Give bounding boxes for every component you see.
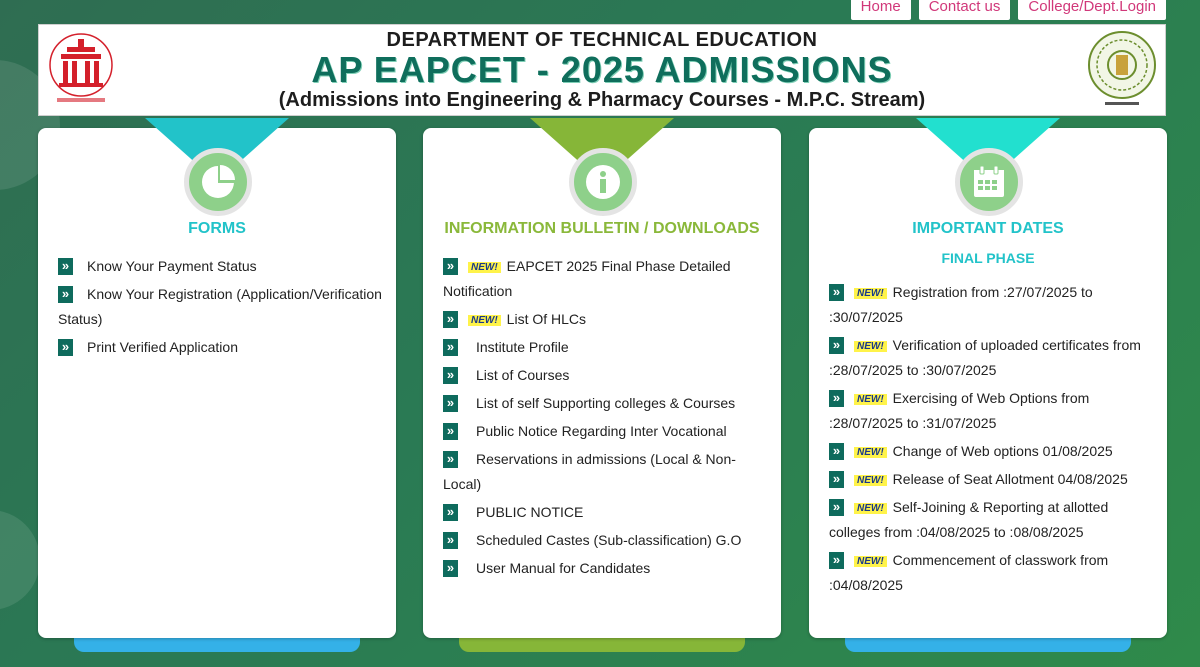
info-icon xyxy=(584,163,622,201)
card-body xyxy=(423,128,781,638)
chevron-right-icon: » xyxy=(443,367,458,384)
chevron-right-icon: » xyxy=(443,504,458,521)
list-item[interactable] xyxy=(829,280,1153,330)
list-item[interactable] xyxy=(829,439,1153,464)
chevron-right-icon: » xyxy=(443,560,458,577)
list-item[interactable] xyxy=(443,528,767,553)
link-text[interactable]: PUBLIC NOTICE xyxy=(476,504,584,520)
link-text[interactable]: Public Notice Regarding Inter Vocational xyxy=(476,423,727,439)
new-badge: NEW! xyxy=(854,341,887,352)
chevron-right-icon: » xyxy=(829,471,844,488)
date-text[interactable]: Exercising of Web Options from :28/07/2025 to :31/07/2025 xyxy=(829,390,1090,431)
pie-chart-icon xyxy=(200,164,236,200)
list-item[interactable] xyxy=(443,500,767,525)
list-item[interactable] xyxy=(443,556,767,581)
department-title: DEPARTMENT OF TECHNICAL EDUCATION xyxy=(386,29,818,51)
list-item[interactable] xyxy=(58,282,382,332)
new-badge: NEW! xyxy=(468,315,501,326)
card-icon-circle xyxy=(955,148,1023,216)
chevron-right-icon: » xyxy=(58,286,73,303)
page-title: AP EAPCET - 2025 ADMISSIONS xyxy=(311,49,893,90)
bulletin-title: INFORMATION BULLETIN / DOWNLOADS xyxy=(444,220,760,237)
link-text[interactable]: Know Your Registration (Application/Verification Status) xyxy=(58,286,382,327)
date-text[interactable]: Verification of uploaded certificates from :28/07/2025 to :30/07/2025 xyxy=(829,337,1141,378)
card-icon-circle xyxy=(569,148,637,216)
chevron-right-icon: » xyxy=(829,390,844,407)
link-text[interactable]: Print Verified Application xyxy=(87,339,238,355)
list-item[interactable] xyxy=(829,386,1153,436)
list-item[interactable] xyxy=(443,391,767,416)
nav-contact-link[interactable]: Contact us xyxy=(919,0,1011,20)
chevron-right-icon: » xyxy=(829,337,844,354)
list-item[interactable] xyxy=(443,447,767,497)
new-badge: NEW! xyxy=(854,288,887,299)
link-text[interactable]: List of Courses xyxy=(476,367,570,383)
information-bulletin-card xyxy=(423,128,781,653)
card-body xyxy=(809,128,1167,638)
dates-list xyxy=(829,280,1153,601)
chevron-right-icon: » xyxy=(829,499,844,516)
new-badge: NEW! xyxy=(854,475,887,486)
list-item[interactable] xyxy=(58,254,382,279)
list-item[interactable] xyxy=(443,335,767,360)
chevron-right-icon: » xyxy=(58,339,73,356)
list-item[interactable] xyxy=(443,419,767,444)
date-text[interactable]: Commencement of classwork from :04/08/2025 xyxy=(829,552,1109,593)
nav-home-link[interactable]: Home xyxy=(851,0,911,20)
chevron-right-icon: » xyxy=(829,443,844,460)
list-item[interactable] xyxy=(829,333,1153,383)
chevron-right-icon: » xyxy=(58,258,73,275)
chevron-right-icon: » xyxy=(443,532,458,549)
date-text[interactable]: Self-Joining & Reporting at allotted colleges from :04/08/2025 to :08/08/2025 xyxy=(829,499,1109,540)
list-item[interactable] xyxy=(443,363,767,388)
card-body xyxy=(38,128,396,638)
background-circle xyxy=(0,510,40,610)
forms-card xyxy=(38,128,396,653)
list-item[interactable] xyxy=(829,548,1153,598)
new-badge: NEW! xyxy=(854,394,887,405)
list-item[interactable] xyxy=(829,495,1153,545)
link-text[interactable]: Scheduled Castes (Sub-classification) G.O xyxy=(476,532,742,548)
new-badge: NEW! xyxy=(468,262,501,273)
header-banner xyxy=(38,24,1166,116)
nav-college-login-link[interactable]: College/Dept.Login xyxy=(1018,0,1166,20)
card-icon-circle xyxy=(184,148,252,216)
link-text[interactable]: Know Your Payment Status xyxy=(87,258,257,274)
chevron-right-icon: » xyxy=(443,395,458,412)
chevron-right-icon: » xyxy=(443,311,458,328)
link-text[interactable]: Institute Profile xyxy=(476,339,569,355)
bulletin-list xyxy=(443,254,767,584)
date-text[interactable]: Change of Web options 01/08/2025 xyxy=(892,443,1113,459)
chevron-right-icon: » xyxy=(443,451,458,468)
link-text[interactable]: Reservations in admissions (Local & Non-Local) xyxy=(443,451,736,492)
link-text[interactable]: EAPCET 2025 Final Phase Detailed Notification xyxy=(443,258,731,299)
state-emblem-icon xyxy=(1085,29,1159,111)
chevron-right-icon: » xyxy=(443,339,458,356)
dates-subtitle: FINAL PHASE xyxy=(941,250,1035,266)
new-badge: NEW! xyxy=(854,447,887,458)
forms-title: FORMS xyxy=(188,220,246,237)
date-text[interactable]: Release of Seat Allotment 04/08/2025 xyxy=(892,471,1128,487)
new-badge: NEW! xyxy=(854,556,887,567)
chevron-right-icon: » xyxy=(443,423,458,440)
list-item[interactable] xyxy=(443,307,767,332)
link-text[interactable]: User Manual for Candidates xyxy=(476,560,651,576)
list-item[interactable] xyxy=(829,467,1153,492)
calendar-icon xyxy=(971,164,1007,200)
list-item[interactable] xyxy=(58,335,382,360)
chevron-right-icon: » xyxy=(829,552,844,569)
link-text[interactable]: List Of HLCs xyxy=(506,311,587,327)
top-navigation xyxy=(851,0,1166,20)
page-subtitle: (Admissions into Engineering & Pharmacy Courses - M.P.C. Stream) xyxy=(278,89,926,111)
date-text[interactable]: Registration from :27/07/2025 to :30/07/2025 xyxy=(829,284,1093,325)
forms-list xyxy=(58,254,382,363)
list-item[interactable] xyxy=(443,254,767,304)
important-dates-card xyxy=(809,128,1167,653)
new-badge: NEW! xyxy=(854,503,887,514)
chevron-right-icon: » xyxy=(829,284,844,301)
chevron-right-icon: » xyxy=(443,258,458,275)
dates-title: IMPORTANT DATES xyxy=(912,220,1064,237)
link-text[interactable]: List of self Supporting colleges & Courses xyxy=(476,395,736,411)
